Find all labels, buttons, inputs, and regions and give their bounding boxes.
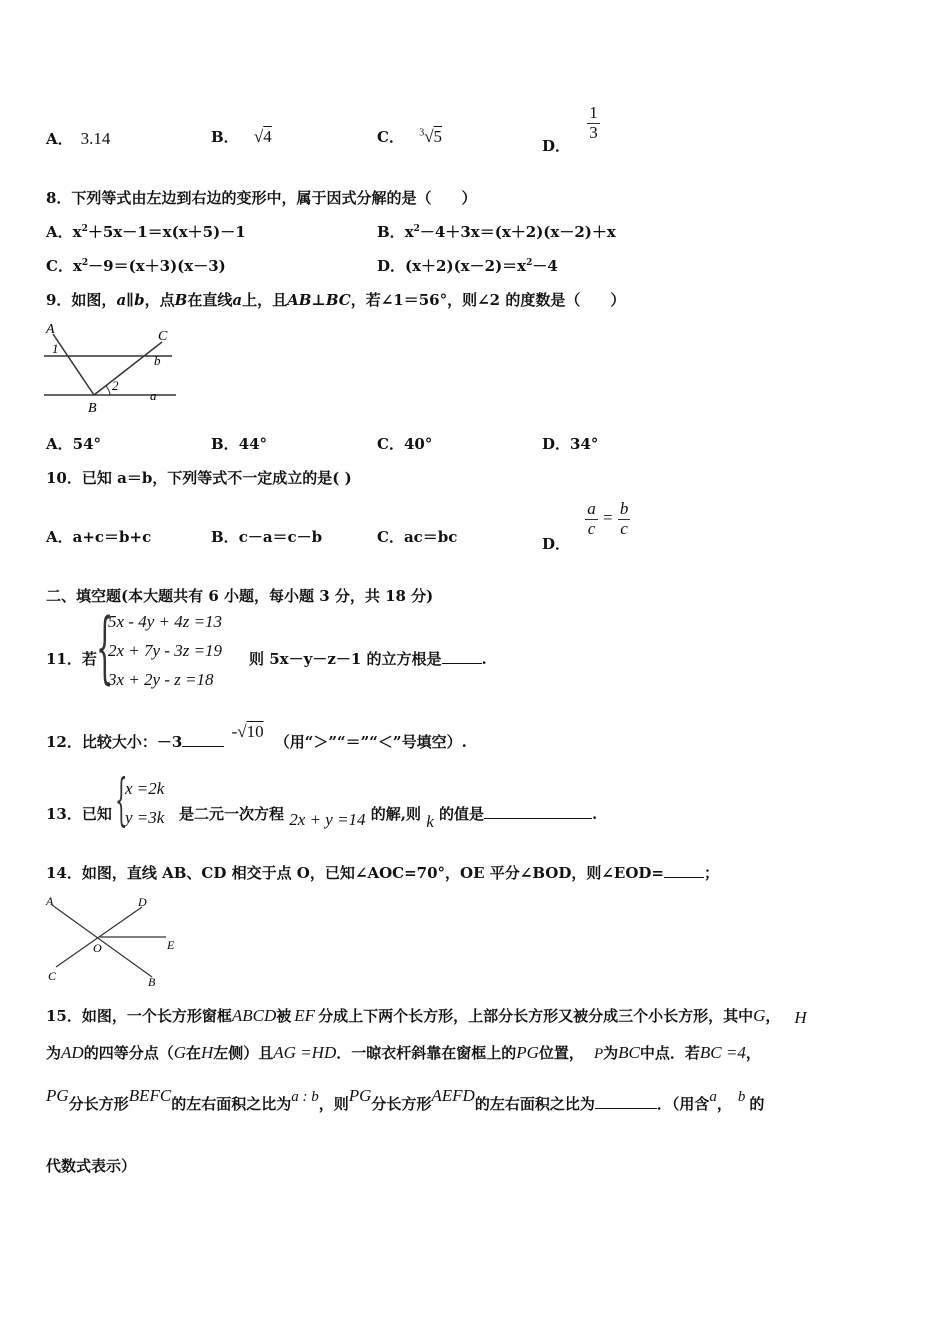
q14-figure (44, 893, 184, 988)
q12-answer-blank[interactable] (182, 734, 224, 747)
q7-option-d: D． $\frac{1}{3}$ (542, 103, 598, 156)
q13-prefix: 13．已知 (46, 805, 112, 823)
q15-line-2: 为AD的四等分点（G在H左侧）且AG =HD．一晾衣杆斜靠在窗框上的PG位置， P为BC中点．若BC =4， (46, 1043, 761, 1062)
fig14-label-e: E (167, 938, 175, 952)
q11-system (108, 607, 222, 694)
q15-line-4: 代数式表示） (46, 1157, 137, 1175)
fig14-label-o: O (93, 941, 102, 955)
q13-answer-blank[interactable] (484, 806, 592, 819)
q9-option-c: C．40° (377, 435, 433, 453)
fig9-line-b: b (154, 353, 161, 368)
q13-eq-1: x =2k (125, 779, 165, 798)
q14-stem: 14．如图，直线 AB、CD 相交于点 O，已知∠AOC=70°，OE 平分∠BOD，则∠EOD= ； (46, 864, 720, 882)
q8-option-d: D．$(x+2)(x-2)=x^2-4$ (377, 257, 558, 275)
fig14-label-b: B (148, 975, 156, 988)
q9-option-d: D．34° (542, 435, 599, 453)
q9-figure (44, 320, 179, 415)
q8-stem: 8．下列等式由左边到右边的变形中，属于因式分解的是（ ） (46, 189, 477, 207)
q13-system (125, 774, 164, 832)
q13-eq-2: y =3k (125, 808, 165, 827)
q15-line-3: PG分长方形BEFC的左右面积之比为a : b，则PG分长方形AEFD的左右面积之比为 ．（用含a， b 的 (46, 1086, 765, 1113)
q9-option-b: B．44° (211, 435, 268, 453)
q11-eq-3: 3x + 2y - z =18 (108, 670, 214, 689)
fig9-label-c-point: C (158, 329, 168, 344)
fig9-angle-2: 2 (112, 378, 119, 393)
q13-rest: 是二元一次方程 2x + y =14 的解,则 k 的值是 . (179, 805, 598, 831)
fig14-label-c: C (48, 969, 57, 983)
q11-suffix: 则 5x－y－z－1 的立方根是 . (249, 650, 487, 668)
fig9-line-a: a (150, 388, 157, 403)
q7-option-b: B． √4 (211, 127, 272, 146)
fig9-label-a-point: A (46, 322, 55, 337)
fig9-label-b-point: B (88, 401, 97, 415)
q11-prefix: 11．若 (46, 650, 97, 668)
q9-option-a: A．54° (46, 435, 102, 453)
q10-option-a: A．a+c＝b+c (46, 528, 152, 546)
q12-line: 12．比较大小：－3 -√10 （用“＞”“＝”“＜”号填空）. (46, 722, 467, 751)
q8-option-b: B．$x^2-4+3x=(x+2)(x-2)+x$ (377, 223, 616, 241)
q15-answer-blank[interactable] (595, 1096, 657, 1109)
q9-stem: 9．如图，a∥b，点B在直线a上，且AB⊥BC，若∠1＝56°，则∠2 的度数是（ ） (46, 291, 626, 309)
q11-eq-1: 5x - 4y + 4z =13 (108, 612, 223, 631)
q7-option-a: A． 3.14 (46, 129, 111, 148)
fig14-label-d: D (138, 895, 147, 909)
fig9-angle-1: 1 (52, 341, 59, 356)
q13-brace: { (115, 768, 128, 833)
q10-option-c: C．ac＝bc (377, 528, 458, 546)
q10-option-d: D． $\frac{a}{c}$ = $\frac{b}{c}$ (542, 499, 629, 554)
q11-brace: { (96, 603, 114, 693)
q10-option-b: B．c－a＝c－b (211, 528, 323, 546)
section-2-heading: 二、填空题(本大题共有 6 小题，每小题 3 分，共 18 分) (46, 587, 434, 605)
q7-option-c: C． $^3$√5 (377, 127, 443, 146)
fig14-label-a: A (46, 894, 54, 908)
q11-eq-2: 2x + 7y - 3z =19 (108, 641, 223, 660)
q8-option-a: A．$x^2+5x-1=x(x+5)-1$ (46, 223, 246, 241)
q10-stem: 10．已知 a＝b，下列等式不一定成立的是( ) (46, 469, 352, 487)
q8-option-c: C．$x^2-9=(x+3)(x-3)$ (46, 257, 226, 275)
q15-line-1: 15．如图，一个长方形窗框ABCD被 EF 分成上下两个长方形，上部分长方形又被分成三个小长方形，其中G， H (46, 1006, 807, 1027)
q11-answer-blank[interactable] (442, 651, 482, 664)
q14-answer-blank[interactable] (664, 865, 704, 878)
